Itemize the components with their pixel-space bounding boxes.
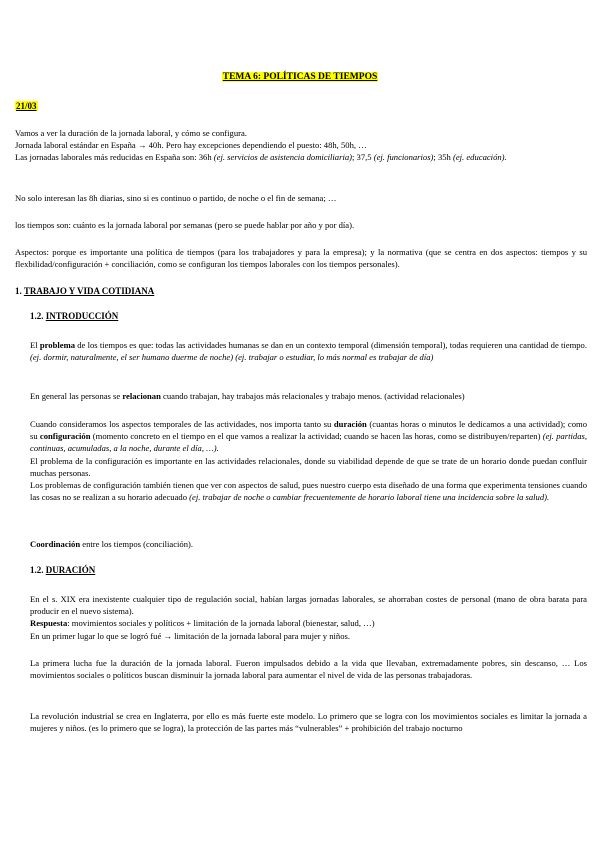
subsection-heading-introduccion: 1.2. INTRODUCCIÓN: [30, 311, 119, 321]
intro-paragraph-1: Vamos a ver la duración de la jornada laboral, y cómo se configura. Jornada laboral estándar en España → 40h. Pero hay excepciones dependiendo el puesto: 48h, 50h, … Las jornadas laborales más reducidas en España son: 36h (ej. servicios de asistencia domiciliaria); 37,5 (ej. funcionarios); 35h (ej. educación).: [15, 128, 507, 163]
duracion-paragraph-1: En el s. XIX era inexistente cualquier tipo de regulación social, habían largas jornadas laborales, se ahorraban costes de personal (mano de obra barata para producir en el nuevo sistema). Respuesta: movimientos sociales y políticos + limitación de la jornada laboral (bienestar, salud, …) En un primer lugar lo que se logró fué → limitación de la jornada laboral para mujer y niños.: [30, 594, 587, 641]
intro-problema-paragraph: El problema de los tiempos es que: todas las actividades humanas se dan en un contexto temporal (dimensión temporal), todas requieren una cantidad de tiempo. (ej. dormir, naturalmente, el ser humano duerme de noche) (ej. trabajar o estudiar, lo más normal es trabajar de día): [30, 340, 587, 363]
duracion-paragraph-3: La revolución industrial se crea en Inglaterra, por ello es más fuerte este modelo. Lo primero que se logra con los movimientos sociales es limitar la jornada a mujeres y niños. (es lo primero que se logra), la protección de las partes más “vulnerables” + prohibición del trabajo nocturno: [30, 711, 587, 734]
duracion-configuracion-paragraph: Cuando consideramos los aspectos temporales de las actividades, nos importa tanto su duración (cuantas horas o minutos le dedicamos a una actividad); como su configuración (momento concreto en el tiempo en el que vamos a realizar la actividad; cuando se hacen las horas, como se distribuyen/reparten) (ej. partidas, continuas, acumuladas, a la noche, durante el día, …). El problema de la configuración es importante en las actividades relacionales, donde su viabilidad depende de que se trate de un horario donde puedan confluir muchas personas. Los problemas de configuración también tienen que ver con aspectos de salud, pues nuestro cuerpo esta diseñado de una forma que experimenta tensiones cuando las cosas no se realizan a su horario adecuado (ej. trabajar de noche o cambiar frecuentemente de horario laboral tiene una incidencia sobre la salud).: [30, 419, 588, 503]
intro-paragraph-2: No solo interesan las 8h diarias, sino si es continuo o partido, de noche o el fin de semana; …: [15, 193, 337, 203]
subsection-heading-duracion: 1.2. DURACIÓN: [30, 565, 96, 575]
relacionan-paragraph: En general las personas se relacionan cuando trabajan, hay trabajos más relacionales y trabajo menos. (actividad relacionales): [30, 391, 465, 401]
section-heading-1: 1. TRABAJO Y VIDA COTIDIANA: [15, 286, 155, 296]
duracion-paragraph-2: La primera lucha fue la duración de la jornada laboral. Fueron impulsados debido a la vida que llevaban, extremadamente pobres, sin descanso, … Los movimientos sociales o políticos buscan disminuir la jornada laboral para aumentar el nivel de vida de las personas trabajadoras.: [30, 658, 587, 681]
document-title: TEMA 6: POLÍTICAS DE TIEMPOS: [222, 72, 378, 82]
date-label: 21/03: [16, 101, 37, 111]
intro-paragraph-4: Aspectos: porque es importante una política de tiempos (para los trabajadores y para la empresa); y la normativa (que se centra en dos aspectos: tiempos y su flexbilidad/configuración + conciliación, como se configuran los tiempos laborales con los tiempos personales).: [15, 247, 587, 270]
coordinacion-paragraph: Coordinación entre los tiempos (conciliación).: [30, 539, 194, 549]
intro-paragraph-3: los tiempos son: cuánto es la jornada laboral por semanas (pero se puede hablar por año y por día).: [15, 220, 355, 230]
